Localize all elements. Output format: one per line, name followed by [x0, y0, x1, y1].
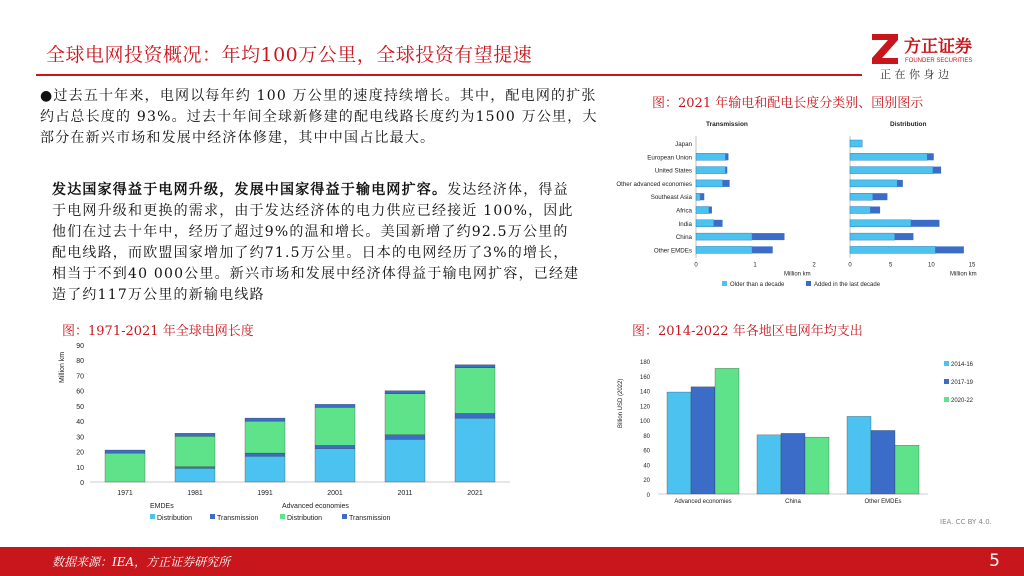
- y-tick-label: 40: [76, 419, 84, 427]
- legend-group-label: EMDEs: [150, 503, 174, 510]
- bar-added: [714, 220, 723, 227]
- cluster-bar: [805, 437, 829, 494]
- region-label: Africa: [676, 207, 692, 215]
- y-tick-label: 20: [643, 478, 650, 485]
- bar-added: [870, 207, 880, 214]
- bar-older: [850, 140, 862, 147]
- y-tick-label: 140: [639, 389, 650, 396]
- y-tick-label: 0: [646, 493, 650, 499]
- legend-label: Transmission: [217, 515, 259, 522]
- chart-grid-length-history: [50, 338, 510, 528]
- cluster-bar: [757, 435, 781, 494]
- stacked-segment: [105, 450, 145, 453]
- stacked-segment: [385, 435, 425, 440]
- bar-added: [933, 167, 941, 174]
- x-tick-label: 5: [888, 262, 893, 269]
- bar-added: [927, 153, 934, 160]
- stacked-segment: [105, 453, 145, 482]
- bar-added: [726, 167, 728, 174]
- bar-older: [850, 246, 935, 253]
- legend-label: 2017-19: [951, 380, 974, 386]
- region-label: China: [675, 234, 692, 242]
- bar-older: [696, 193, 700, 200]
- y-tick-label: 60: [643, 448, 650, 455]
- logo-slogan: 正 在 你 身 边: [880, 68, 949, 81]
- bar-older: [850, 193, 873, 200]
- y-tick-label: 90: [76, 343, 84, 350]
- bar-older: [696, 153, 726, 160]
- stacked-segment: [315, 404, 355, 407]
- bar-older: [850, 233, 895, 240]
- legend-swatch: [150, 514, 155, 519]
- x-tick-label: China: [785, 499, 801, 505]
- cluster-bar: [715, 368, 739, 494]
- bar-added: [752, 233, 784, 240]
- paragraph-lead: 发达国家得益于电网升级，发展中国家得益于输电网扩容。: [52, 182, 448, 198]
- x-tick-label: 1991: [257, 490, 273, 497]
- cluster-bar: [781, 433, 805, 494]
- y-axis-label: Billion USD (2022): [618, 378, 624, 428]
- y-tick-label: 10: [76, 464, 84, 472]
- chart-annual-spending: [604, 350, 980, 510]
- x-tick-label: 1981: [187, 490, 203, 497]
- paragraph-analysis: [52, 180, 582, 306]
- bar-older: [850, 220, 911, 227]
- stacked-segment: [175, 467, 215, 469]
- y-axis-label: Million km: [59, 351, 66, 383]
- bar-older: [696, 167, 726, 174]
- region-label: United States: [654, 167, 692, 175]
- region-label: Other advanced economies: [616, 180, 692, 188]
- bar-older: [696, 220, 714, 227]
- stacked-segment: [455, 368, 495, 414]
- bar-older: [850, 167, 933, 174]
- chart2-caption: 图：1971-2021 年全球电网长度: [62, 324, 254, 339]
- stacked-segment: [175, 436, 215, 466]
- bar-added: [726, 153, 729, 160]
- legend-label: 2014-16: [951, 362, 974, 368]
- x-tick-label: 15: [968, 262, 976, 269]
- paragraph-body: 发达经济体，得益于电网升级和更换的需求，由于发达经济体的电力供应已经接近 100%，因此他们在过去十年中，经历了超过9%的温和增长。美国新增了约92.5万公里的配电线路，而欧盟国家增加了约71.5万公里。日本的电网经历了3%的增长，相当于不到40 000公里。新兴市场和发展中经济体得益于输电网扩容，已经建造了约117万公里的新输电线路: [52, 182, 580, 303]
- stacked-segment: [455, 414, 495, 419]
- bar-older: [850, 153, 927, 160]
- legend-label: 2020-22: [951, 398, 974, 404]
- paragraph-intro: ●过去五十年来，电网以每年约 100 万公里的速度持续增长。其中，配电网的扩张约占总长度的 93%。过去十年间全球新修建的配电线路长度约为1500 万公里，大部分在新兴市场和发展中经济体修建，其中中国占比最大。: [40, 88, 598, 146]
- region-label: Southeast Asia: [650, 194, 692, 202]
- bar-older: [696, 246, 752, 253]
- legend-swatch: [280, 514, 285, 519]
- y-tick-label: 50: [76, 403, 84, 411]
- region-label: India: [678, 220, 692, 228]
- bar-older: [850, 207, 870, 214]
- chart3-caption: 图：2014-2022 年各地区电网年均支出: [632, 324, 863, 339]
- legend-label: Older than a decade: [730, 282, 785, 288]
- cluster-bar: [895, 445, 919, 494]
- y-tick-label: 40: [643, 463, 650, 470]
- x-tick-label: Other EMDEs: [864, 499, 902, 505]
- bar-added: [700, 193, 704, 200]
- y-tick-label: 180: [639, 360, 650, 366]
- bar-added: [895, 233, 914, 240]
- cluster-bar: [847, 416, 871, 494]
- footer-bar: [0, 547, 1024, 576]
- bar-added: [709, 207, 712, 214]
- legend-group-label: Advanced economies: [282, 503, 349, 510]
- y-tick-label: 0: [80, 480, 84, 487]
- y-tick-label: 80: [643, 433, 650, 440]
- x-tick-label: 0: [848, 262, 852, 269]
- x-tick-label: 2021: [467, 490, 483, 497]
- stacked-segment: [385, 439, 425, 482]
- cluster-bar: [667, 392, 691, 494]
- bar-added: [873, 193, 888, 200]
- legend-swatch: [944, 361, 949, 366]
- stacked-segment: [385, 394, 425, 435]
- legend-swatch: [210, 514, 215, 519]
- stacked-segment: [175, 468, 215, 482]
- page-number: 5: [989, 551, 1000, 571]
- source-note: 数据来源：IEA，方正证券研究所: [52, 555, 231, 569]
- page-title: 全球电网投资概况：年均100万公里，全球投资有望提速: [46, 44, 533, 66]
- stacked-segment: [315, 445, 355, 448]
- logo-en: FOUNDER SECURITIES: [905, 58, 973, 64]
- stacked-segment: [245, 456, 285, 482]
- title-divider: [36, 74, 862, 76]
- stacked-segment: [245, 453, 285, 456]
- logo-name: 方正证券: [904, 37, 972, 56]
- bar-older: [696, 207, 709, 214]
- x-axis-label: Million km: [784, 271, 811, 278]
- stacked-segment: [175, 433, 215, 436]
- cluster-bar: [871, 430, 895, 494]
- legend-label: Transmission: [349, 515, 391, 522]
- stacked-segment: [315, 449, 355, 482]
- chart1-caption: 图：2021 年输电和配电长度分类别、国别图示: [652, 96, 924, 111]
- bar-older: [850, 180, 897, 187]
- x-tick-label: 0: [694, 262, 698, 269]
- bar-added: [911, 220, 939, 227]
- legend-label: Distribution: [287, 515, 323, 522]
- y-tick-label: 20: [76, 449, 84, 457]
- stacked-segment: [245, 421, 285, 453]
- x-tick-label: 2001: [327, 490, 343, 497]
- stacked-segment: [245, 418, 285, 421]
- legend-swatch: [342, 514, 347, 519]
- x-tick-label: 10: [927, 262, 935, 269]
- bar-added: [723, 180, 730, 187]
- region-label: Japan: [675, 141, 692, 148]
- y-tick-label: 160: [639, 374, 650, 381]
- chart-length-by-region: [596, 114, 996, 296]
- y-tick-label: 100: [639, 419, 650, 426]
- legend-swatch: [722, 281, 727, 286]
- legend-label: Distribution: [157, 515, 193, 522]
- stacked-segment: [385, 391, 425, 394]
- legend-label: Added in the last decade: [814, 282, 881, 288]
- x-tick-label: 2: [812, 262, 816, 269]
- bar-added: [897, 180, 903, 187]
- x-tick-label: Advanced economies: [674, 499, 732, 505]
- y-tick-label: 30: [76, 434, 84, 442]
- bar-older: [696, 233, 752, 240]
- x-axis-label: Million km: [950, 271, 977, 278]
- y-tick-label: 60: [76, 388, 84, 396]
- legend-swatch: [806, 281, 811, 286]
- stacked-segment: [315, 407, 355, 445]
- stacked-segment: [455, 365, 495, 368]
- bar-older: [696, 180, 723, 187]
- y-tick-label: 70: [76, 373, 84, 381]
- credit-text: IEA. CC BY 4.0.: [940, 518, 992, 526]
- panel-title: Transmission: [706, 121, 748, 128]
- y-tick-label: 80: [76, 358, 84, 366]
- x-tick-label: 1971: [117, 490, 133, 497]
- panel-title: Distribution: [890, 121, 927, 128]
- cluster-bar: [691, 387, 715, 494]
- bar-added: [935, 246, 963, 253]
- x-tick-label: 2011: [397, 490, 413, 497]
- legend-swatch: [944, 397, 949, 402]
- stacked-segment: [455, 418, 495, 482]
- bar-added: [752, 246, 773, 253]
- x-tick-label: 1: [753, 262, 757, 269]
- region-label: Other EMDEs: [653, 247, 692, 255]
- legend-swatch: [944, 379, 949, 384]
- y-tick-label: 120: [639, 404, 650, 411]
- region-label: European Union: [647, 154, 692, 162]
